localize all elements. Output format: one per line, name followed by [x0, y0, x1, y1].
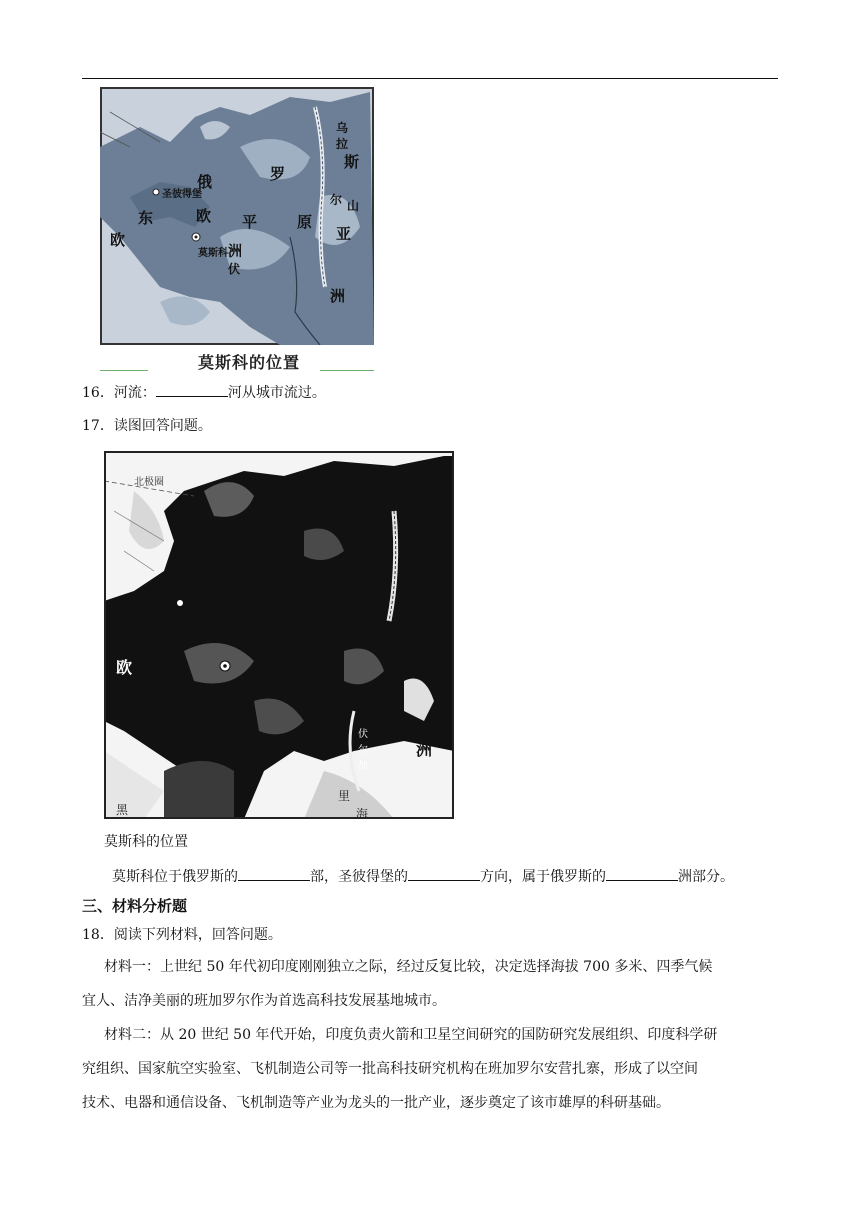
map-label: 欧: [196, 207, 212, 225]
question-text: 河从城市流过。: [227, 385, 326, 401]
map-label: 欧: [110, 231, 126, 249]
material-line: 材料二：从 20 世纪 50 年代开始，印度负责火箭和卫星空间研究的国防研究发展组织、印度科学研: [104, 1027, 718, 1043]
map-label: 亚: [336, 225, 352, 243]
material-line: 究组织、国家航空实验室、飞机制造公司等一批高科技研究机构在班加罗尔安营扎寨，形成了以空间: [82, 1061, 698, 1077]
map-label: 加: [358, 761, 368, 772]
map-label: 莫斯科: [198, 248, 228, 259]
map-label: 伏: [358, 729, 368, 740]
caption-rule: [320, 370, 374, 371]
question-text: 阅读下列材料，回答问题。: [113, 927, 282, 943]
question-18: [82, 925, 282, 945]
map-label: 里: [338, 789, 351, 803]
question-number: 16．: [82, 385, 114, 401]
map-label: 原: [297, 213, 313, 231]
question-text: 莫斯科位于俄罗斯的: [112, 869, 238, 885]
map-label: 洲: [330, 287, 346, 305]
question-text: 河流：: [113, 385, 156, 401]
map-1-caption: 莫斯科的位置: [198, 353, 301, 372]
map-label: 拉: [336, 137, 349, 151]
material-1: [82, 950, 782, 1018]
map-label: 斯: [344, 153, 360, 171]
map-label: 乌: [336, 121, 349, 135]
material-line: 技术、电器和通信设备、飞机制造等产业为龙头的一批产业，逐步奠定了该市雄厚的科研基础。: [82, 1095, 670, 1111]
question-16: [82, 382, 326, 403]
map-label: 伏: [228, 262, 241, 276]
question-text: 部，圣彼得堡的: [310, 869, 408, 885]
map-label: 东: [138, 209, 154, 227]
section-heading: 三、材料分析题: [82, 897, 188, 915]
map-label: 海: [356, 807, 369, 819]
map-2-caption: 莫斯科的位置: [104, 834, 188, 850]
question-text: 方向，属于俄罗斯的: [480, 869, 606, 885]
map-label: 洲: [228, 244, 242, 260]
map-label: 尔: [330, 193, 343, 207]
question-text: 洲部分。: [678, 869, 734, 885]
answer-blank-continent[interactable]: [606, 866, 678, 881]
map-label: 黑: [116, 803, 129, 817]
map-label: 俄: [197, 173, 213, 191]
answer-blank-petersburg-direction[interactable]: [408, 866, 480, 881]
material-2: [82, 1018, 782, 1120]
map-label: 北极圈: [134, 477, 164, 488]
moscow-location-map-2: [104, 451, 454, 819]
question-number: 17．: [82, 418, 114, 434]
map-label: 平: [242, 213, 258, 231]
map-label: 圣彼得堡: [162, 189, 202, 200]
question-text: 读图回答问题。: [113, 418, 212, 434]
material-line: 材料一：上世纪 50 年代初印度刚刚独立之际，经过反复比较，决定选择海拔 700 多米、四季气候: [104, 959, 713, 975]
material-line: 宜人、洁净美丽的班加罗尔作为首选高科技发展基地城市。: [82, 993, 446, 1009]
answer-blank-river[interactable]: [156, 382, 228, 397]
question-number: 18．: [82, 927, 114, 943]
header-rule: [82, 78, 778, 79]
map-label: 尔: [358, 745, 368, 756]
map-label: 罗: [270, 165, 286, 183]
map-label: 洲: [416, 740, 433, 759]
question-17: [82, 416, 212, 436]
answer-blank-direction[interactable]: [238, 866, 310, 881]
moscow-location-map-1: [100, 87, 374, 345]
caption-rule: [100, 370, 148, 371]
map-label: 欧: [116, 658, 133, 677]
map-label: 山: [347, 199, 360, 213]
question-17-fill-in: [112, 866, 734, 887]
